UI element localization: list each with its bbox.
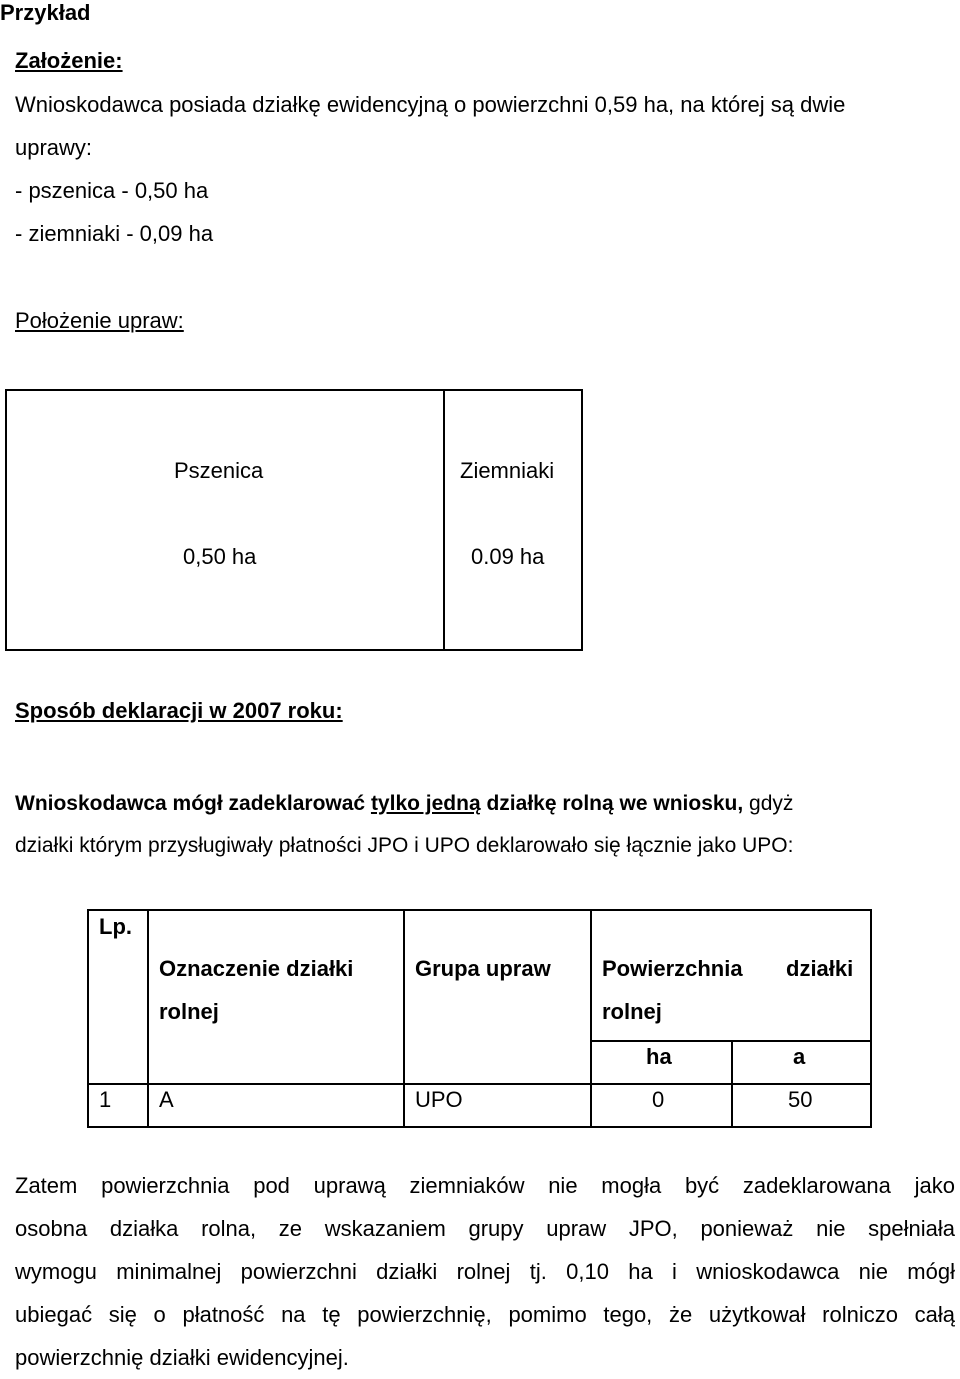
declaration-text bbox=[15, 783, 955, 867]
declaration-text-a: Wnioskodawca mógł zadeklarować bbox=[15, 792, 371, 815]
table-header-designation: Oznaczenie działki bbox=[159, 956, 354, 981]
table-header-a: a bbox=[793, 1044, 806, 1069]
table-col-divider-3 bbox=[590, 909, 592, 1128]
assumption-line-2: uprawy: bbox=[15, 135, 93, 160]
table-cell-a: 50 bbox=[788, 1087, 813, 1112]
plot-left-area: 0,50 ha bbox=[183, 544, 257, 569]
plot-diagram bbox=[5, 389, 583, 651]
plot-divider bbox=[443, 389, 445, 651]
table-header-area-2: rolnej bbox=[602, 999, 662, 1024]
conclusion-line-3: wymogu minimalnej powierzchni działki rolnej tj. 0,10 ha i wnioskodawca nie mógł bbox=[15, 1259, 955, 1284]
page-heading: Przykład bbox=[0, 0, 91, 25]
declaration-text-c: gdyż bbox=[743, 792, 794, 815]
table-col-divider-1 bbox=[147, 909, 149, 1128]
table-header-bottom bbox=[87, 1083, 872, 1085]
declaration-emphasis: tylko jedną bbox=[370, 792, 481, 815]
table-border-left bbox=[87, 909, 89, 1128]
table-border-top bbox=[87, 909, 872, 911]
table-border-bottom bbox=[87, 1126, 872, 1128]
table-cell-designation: A bbox=[159, 1087, 174, 1112]
assumption-label: Założenie: bbox=[15, 48, 123, 73]
table-col-divider-2 bbox=[403, 909, 405, 1128]
table-header-ha: ha bbox=[646, 1044, 672, 1069]
conclusion-line-5: powierzchnię działki ewidencyjnej. bbox=[15, 1345, 349, 1370]
table-cell-lp: 1 bbox=[99, 1087, 112, 1112]
declaration-text-b: działkę rolną we wniosku, bbox=[480, 792, 744, 815]
table-header-crop-group: Grupa upraw bbox=[415, 956, 551, 981]
plot-right-area: 0.09 ha bbox=[471, 544, 545, 569]
table-cell-ha: 0 bbox=[652, 1087, 665, 1112]
assumption-line-1: Wnioskodawca posiada działkę ewidencyjną o powierzchni 0,59 ha, na której są dwie bbox=[15, 92, 846, 117]
plot-right-crop: Ziemniaki bbox=[460, 458, 555, 483]
table-col-divider-4 bbox=[731, 1040, 733, 1128]
crop-item-potatoes: - ziemniaki - 0,09 ha bbox=[15, 221, 214, 246]
location-label: Położenie upraw: bbox=[15, 308, 184, 333]
plot-left-crop: Pszenica bbox=[174, 458, 264, 483]
table-cell-crop-group: UPO bbox=[415, 1087, 463, 1112]
table-header-area-b: działki bbox=[786, 956, 854, 981]
conclusion-line-4: ubiegać się o płatność na tę powierzchnię, pomimo tego, że użytkował rolniczo całą bbox=[15, 1302, 955, 1327]
table-header-area: Powierzchnia bbox=[602, 956, 743, 981]
table-border-right bbox=[870, 909, 872, 1128]
conclusion-line-2: osobna działka rolna, ze wskazaniem grupy upraw JPO, ponieważ nie spełniała bbox=[15, 1216, 955, 1241]
declaration-label: Sposób deklaracji w 2007 roku: bbox=[15, 698, 343, 723]
conclusion-paragraph bbox=[15, 1164, 955, 1379]
declaration-line-1 bbox=[15, 783, 955, 825]
conclusion-line-1: Zatem powierzchnia pod uprawą ziemniaków nie mogła być zadeklarowana jako bbox=[15, 1173, 955, 1198]
table-header-lp: Lp. bbox=[99, 914, 132, 939]
crop-item-wheat: - pszenica - 0,50 ha bbox=[15, 178, 209, 203]
table-header-designation-2: rolnej bbox=[159, 999, 219, 1024]
declaration-line-2: działki którym przysługiwały płatności JPO i UPO deklarowało się łącznie jako UPO: bbox=[15, 834, 794, 857]
